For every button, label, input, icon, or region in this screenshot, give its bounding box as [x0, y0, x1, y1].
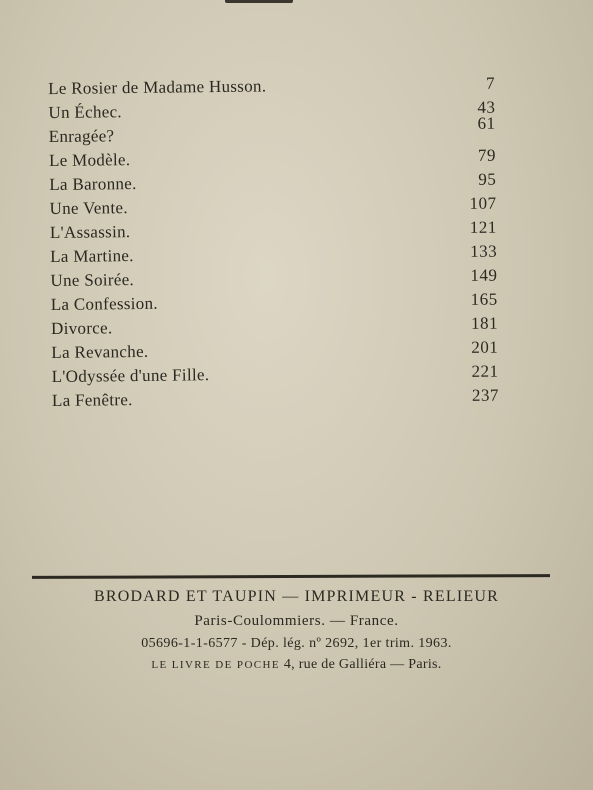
- city-line: Paris-Coulommiers. — France.: [194, 613, 399, 629]
- publisher-address: 4, rue de Galliéra — Paris.: [283, 657, 442, 672]
- toc-entry-title: Divorce.: [50, 318, 113, 339]
- toc-entry-title: La Baronne.: [49, 173, 137, 195]
- toc-entry-title: La Revanche.: [51, 341, 149, 363]
- toc-entry-page: 181: [470, 313, 499, 333]
- toc-entry-page: 133: [470, 241, 498, 261]
- toc-entry-title: Le Modèle.: [48, 150, 131, 171]
- toc-entry-title: L'Odyssée d'une Fille.: [51, 365, 210, 387]
- toc-entry-page: 61: [477, 113, 496, 133]
- toc-entry-title: La Martine.: [50, 246, 134, 267]
- publisher-line: [0, 657, 593, 673]
- legal-deposit-line: 05696-1-1-6577 - Dép. lég. nº 2692, 1er trim. 1963.: [141, 636, 452, 651]
- toc-entry-page: 107: [469, 193, 497, 213]
- toc-entry-page: 237: [471, 385, 500, 405]
- toc-entry-title: Enragée?: [48, 126, 115, 147]
- toc-entry-title: Le Rosier de Madame Husson.: [48, 76, 267, 99]
- toc-entry-title: Une Vente.: [49, 198, 128, 219]
- toc-entry-page: 43: [477, 97, 496, 117]
- toc-entry-title: Une Soirée.: [50, 270, 135, 291]
- toc-entry-page: 79: [477, 145, 497, 165]
- toc-entry-page: 221: [471, 361, 499, 381]
- publisher-name: LE LIVRE DE POCHE: [151, 659, 280, 671]
- toc-entry-title: Un Échec.: [48, 102, 123, 123]
- toc-entry-page: 7: [485, 73, 496, 93]
- printer-line: BRODARD ET TAUPIN — IMPRIMEUR - RELIEUR: [94, 588, 499, 605]
- toc-entry-page: 95: [478, 169, 497, 189]
- toc-entry-page: 165: [470, 289, 498, 309]
- toc-entry-title: La Fenêtre.: [51, 390, 133, 411]
- toc-entry-title: L'Assassin.: [49, 222, 131, 243]
- toc-entry-title: La Confession.: [50, 293, 159, 315]
- toc-entry-page: 121: [469, 217, 497, 237]
- toc-entry-page: 149: [470, 265, 498, 285]
- divider-rule: [32, 574, 550, 579]
- toc-entry-page: 201: [471, 337, 499, 357]
